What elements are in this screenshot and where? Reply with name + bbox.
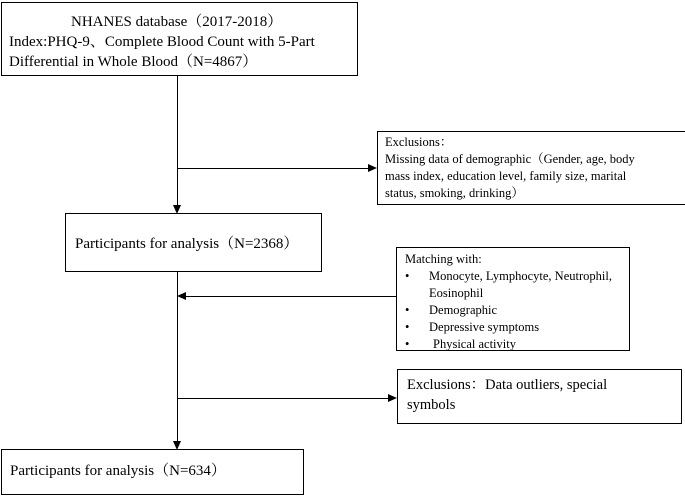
- exclusion-1-line-4: status, smoking, drinking）: [385, 186, 524, 200]
- matching-item-3: Depressive symptoms: [429, 320, 540, 334]
- participants-2-label: Participants for analysis（N=634）: [10, 463, 226, 479]
- exclusion-1-line-1: Exclusions：: [385, 135, 453, 149]
- arrow-to-exclusion-1: [368, 164, 377, 172]
- matching-item-4: Physical activity: [433, 337, 516, 351]
- matching-item: [405, 319, 629, 336]
- matching-item: [405, 302, 629, 319]
- arrow-from-matching: [177, 292, 186, 300]
- branch-line-exclusion-1: [177, 168, 368, 169]
- exclusion-1-line-2: Missing data of demographic（Gender, age, body: [385, 152, 635, 166]
- matching-title: Matching with:: [405, 252, 482, 266]
- exclusion-box-2: [397, 369, 682, 424]
- matching-item: [405, 268, 629, 302]
- branch-line-exclusion-2: [177, 398, 388, 399]
- exclusion-box-1: [377, 131, 685, 205]
- source-line-2: Index:PHQ-9、Complete Blood Count with 5-Part: [9, 34, 315, 50]
- matching-item-2: Demographic: [429, 303, 498, 317]
- source-database-box: [1, 2, 358, 76]
- participants-box-2: [1, 449, 304, 495]
- exclusion-1-line-3: mass index, education level, family size, marital: [385, 169, 627, 183]
- matching-item-1: • Monocyte, Lymphocyte, Neutrophil,: [429, 269, 612, 283]
- matching-box: [396, 247, 630, 351]
- participants-box-1: [65, 213, 322, 272]
- matching-list: [405, 268, 629, 353]
- participants-1-label: Participants for analysis（N=2368）: [75, 236, 299, 252]
- arrow-to-exclusion-2: [388, 394, 397, 402]
- matching-item: [405, 336, 629, 353]
- matching-item-1-continued: Eosinophil: [429, 286, 484, 300]
- merge-line-matching: [186, 296, 396, 297]
- source-line-1: NHANES database（2017-2018）: [71, 14, 283, 30]
- main-flow-line-1: [177, 76, 178, 206]
- exclusion-2-line-1: Exclusions：Data outliers, special: [407, 377, 608, 393]
- exclusion-2-line-2: symbols: [407, 397, 456, 413]
- source-line-3: Differential in Whole Blood（N=4867）: [9, 54, 258, 70]
